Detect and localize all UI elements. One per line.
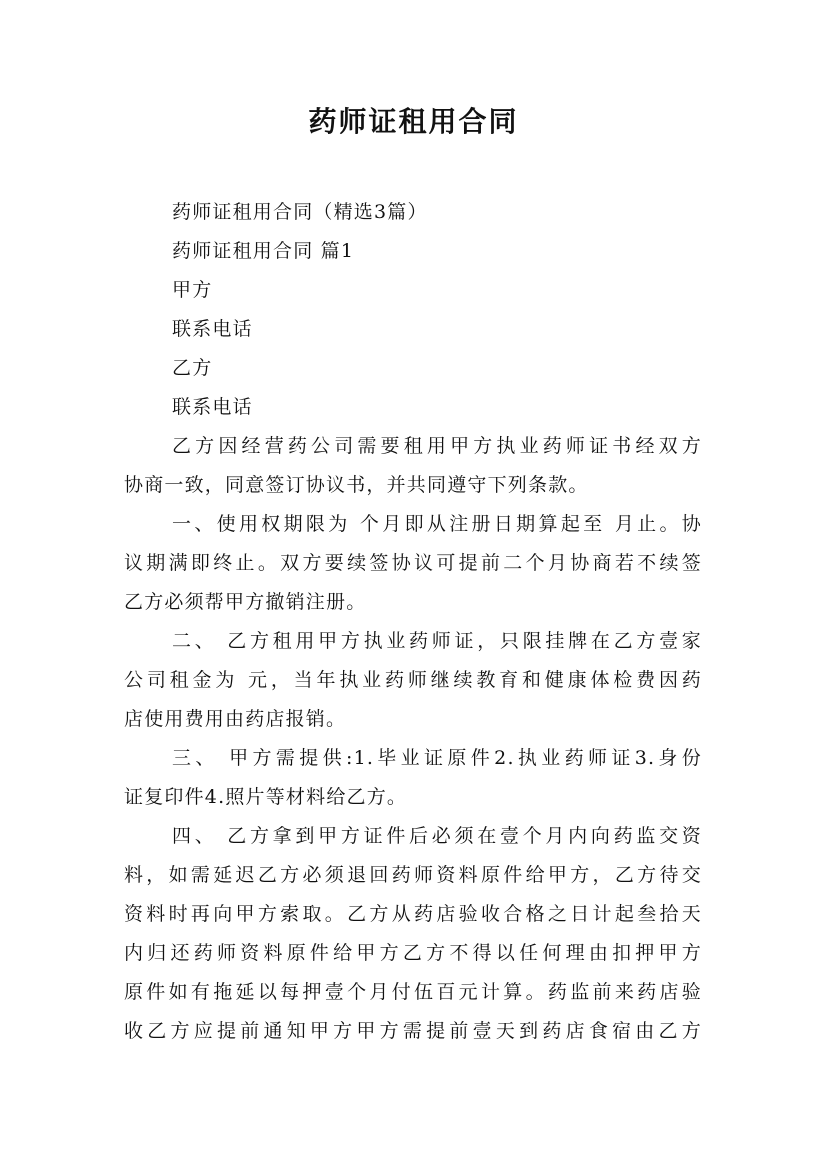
party-b-label: 乙方 bbox=[172, 357, 213, 379]
paragraph-line: 收乙方应提前通知甲方甲方需提前壹天到药店食宿由乙方 bbox=[124, 1020, 702, 1042]
section-heading: 药师证租用合同 篇1 bbox=[172, 240, 355, 262]
paragraph-line: 协商一致，同意签订协议书，并共同遵守下列条款。 bbox=[124, 474, 589, 496]
paragraph-line: 乙方必须帮甲方撤销注册。 bbox=[124, 591, 367, 613]
paragraph-line: 原件如有拖延以每押壹个月付伍百元计算。药监前来药店验 bbox=[124, 981, 702, 1003]
paragraph-line: 二、 乙方租用甲方执业药师证，只限挂牌在乙方壹家 bbox=[172, 630, 702, 652]
paragraph-line: 内归还药师资料原件给甲方乙方不得以任何理由扣押甲方 bbox=[124, 942, 702, 964]
paragraph-line: 议期满即终止。双方要续签协议可提前二个月协商若不续签 bbox=[124, 552, 702, 574]
paragraph-line: 店使用费用由药店报销。 bbox=[124, 708, 347, 730]
party-b-phone-label: 联系电话 bbox=[172, 396, 253, 418]
party-a-phone-label: 联系电话 bbox=[172, 318, 253, 340]
paragraph-line: 四、 乙方拿到甲方证件后必须在壹个月内向药监交资 bbox=[172, 825, 702, 847]
paragraph-line: 资料时再向甲方索取。乙方从药店验收合格之日计起叁拾天 bbox=[124, 903, 702, 925]
paragraph-line: 料，如需延迟乙方必须退回药师资料原件给甲方，乙方待交 bbox=[124, 864, 702, 886]
paragraph-line: 一、使用权期限为 个月即从注册日期算起至 月止。协 bbox=[172, 513, 702, 535]
document-title: 药师证租用合同 bbox=[308, 105, 519, 138]
party-a-label: 甲方 bbox=[172, 279, 213, 301]
paragraph-line: 乙方因经营药公司需要租用甲方执业药师证书经双方 bbox=[172, 435, 702, 457]
paragraph-line: 公司租金为 元，当年执业药师继续教育和健康体检费因药 bbox=[124, 669, 702, 691]
document-subtitle: 药师证租用合同（精选3篇） bbox=[172, 201, 428, 223]
paragraph-line: 三、 甲方需提供:1.毕业证原件2.执业药师证3.身份 bbox=[172, 747, 702, 769]
paragraph-line: 证复印件4.照片等材料给乙方。 bbox=[124, 786, 408, 808]
document-body bbox=[124, 193, 702, 1051]
